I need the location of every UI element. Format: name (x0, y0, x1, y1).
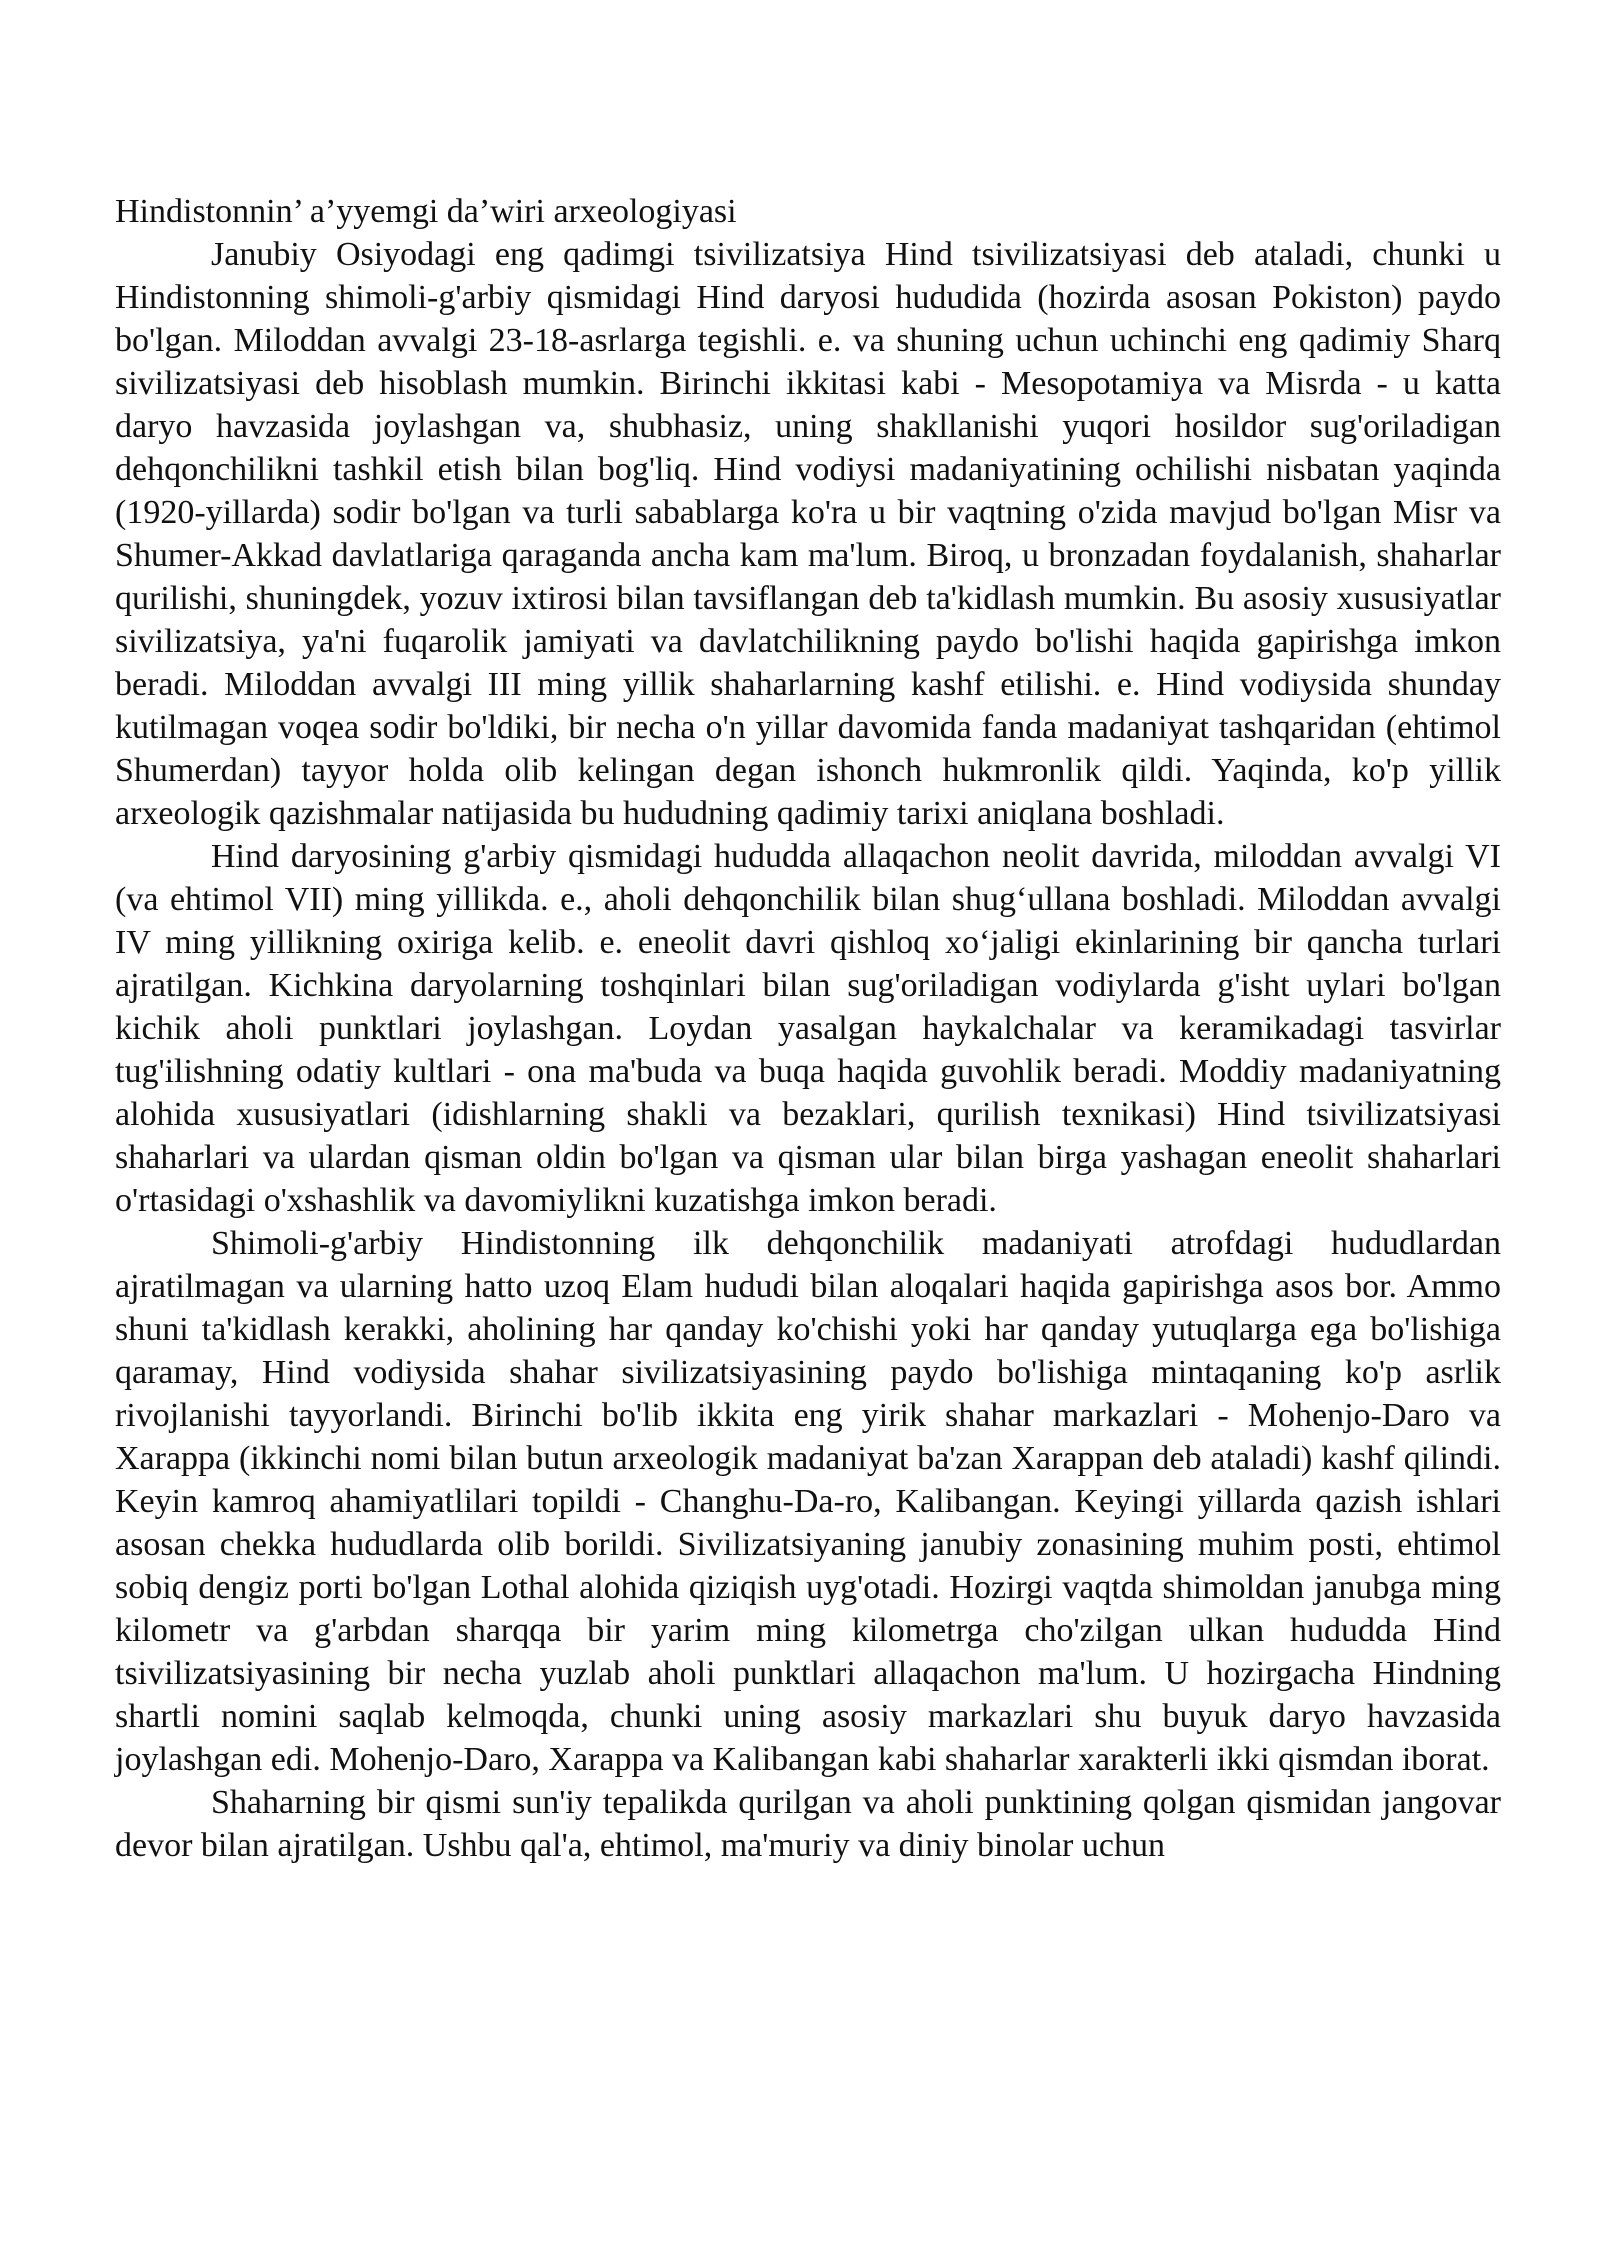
paragraph-2: Hind daryosining g'arbiy qismidagi hududda allaqachon neolit davrida, miloddan avvalgi VI (va ehtimol VII) ming yillikda. e., aholi dehqonchilik bilan shug‘ullana boshladi. Miloddan avvalgi IV ming yillikning oxiriga kelib. e. eneolit davri qishloq xo‘jaligi ekinlarining bir qancha turlari ajratilgan. Kichkina daryolarning toshqinlari bilan sug'oriladigan vodiylarda g'isht uylari bo'lgan kichik aholi punktlari joylashgan. Loydan yasalgan haykalchalar va keramikadagi tasvirlar tug'ilishning odatiy kultlari - ona ma'buda va buqa haqida guvohlik beradi. Moddiy madaniyatning alohida xususiyatlari (idishlarning shakli va bezaklari, qurilish texnikasi) Hind tsivilizatsiyasi shaharlari va ulardan qisman oldin bo'lgan va qisman ular bilan birga yashagan eneolit shaharlari o'rtasidagi o'xshashlik va davomiylikni kuzatishga imkon beradi. (115, 838, 1501, 1219)
paragraph-1: Janubiy Osiyodagi eng qadimgi tsivilizatsiya Hind tsivilizatsiyasi deb ataladi, chunki u Hindistonning shimoli-g'arbiy qismidagi Hind daryosi hududida (hozirda asosan Pokiston) paydo bo'lgan. Miloddan avvalgi 23-18-asrlarga tegishli. e. va shuning uchun uchinchi eng qadimiy Sharq sivilizatsiyasi deb hisoblash mumkin. Birinchi ikkitasi kabi - Mesopotamiya va Misrda - u katta daryo havzasida joylashgan va, shubhasiz, uning shakllanishi yuqori hosildor sug'oriladigan dehqonchilikni tashkil etish bilan bog'liq. Hind vodiysi madaniyatining ochilishi nisbatan yaqinda (1920-yillarda) sodir bo'lgan va turli sabablarga ko'ra u bir vaqtning o'zida mavjud bo'lgan Misr va Shumer-Akkad davlatlariga qaraganda ancha kam ma'lum. Biroq, u bronzadan foydalanish, shaharlar qurilishi, shuningdek, yozuv ixtirosi bilan tavsiflangan deb ta'kidlash mumkin. Bu asosiy xususiyatlar sivilizatsiya, ya'ni fuqarolik jamiyati va davlatchilikning paydo bo'lishi haqida gapirishga imkon beradi. Miloddan avvalgi III ming yillik shaharlarning kashf etilishi. e. Hind vodiysida shunday kutilmagan voqea sodir bo'ldiki, bir necha o'n yillar davomida fanda madaniyat tashqaridan (ehtimol Shumerdan) tayyor holda olib kelingan degan ishonch hukmronlik qildi. Yaqinda, ko'p yillik arxeologik qazishmalar natijasida bu hududning qadimiy tarixi aniqlana boshladi. (115, 236, 1501, 832)
paragraph-4: Shaharning bir qismi sun'iy tepalikda qurilgan va aholi punktining qolgan qismidan jangovar devor bilan ajratilgan. Ushbu qal'a, ehtimol, ma'muriy va diniy binolar uchun (115, 1784, 1501, 1864)
document-title: Hindistonnin’ a’yyemgi da’wiri arxeologiyasi (115, 193, 737, 230)
paragraph-3: Shimoli-g'arbiy Hindistonning ilk dehqonchilik madaniyati atrofdagi hududlardan ajratilmagan va ularning hatto uzoq Elam hududi bilan aloqalari haqida gapirishga asos bor. Ammo shuni ta'kidlash kerakki, aholining har qanday ko'chishi yoki har qanday yutuqlarga ega bo'lishiga qaramay, Hind vodiysida shahar sivilizatsiyasining paydo bo'lishiga mintaqaning ko'p asrlik rivojlanishi tayyorlandi. Birinchi bo'lib ikkita eng yirik shahar markazlari - Mohenjo-Daro va Xarappa (ikkinchi nomi bilan butun arxeologik madaniyat ba'zan Xarappan deb ataladi) kashf qilindi. Keyin kamroq ahamiyatlilari topildi - Changhu-Da-ro, Kalibangan. Keyingi yillarda qazish ishlari asosan chekka hududlarda olib borildi. Sivilizatsiyaning janubiy zonasining muhim posti, ehtimol sobiq dengiz porti bo'lgan Lothal alohida qiziqish uyg'otadi. Hozirgi vaqtda shimoldan janubga ming kilometr va g'arbdan sharqqa bir yarim ming kilometrga cho'zilgan ulkan hududda Hind tsivilizatsiyasining bir necha yuzlab aholi punktlari allaqachon ma'lum. U hozirgacha Hindning shartli nomini saqlab kelmoqda, chunki uning asosiy markazlari shu buyuk daryo havzasida joylashgan edi. Mohenjo-Daro, Xarappa va Kalibangan kabi shaharlar xarakterli ikki qismdan iborat. (115, 1225, 1501, 1778)
document-page (115, 190, 1501, 1867)
